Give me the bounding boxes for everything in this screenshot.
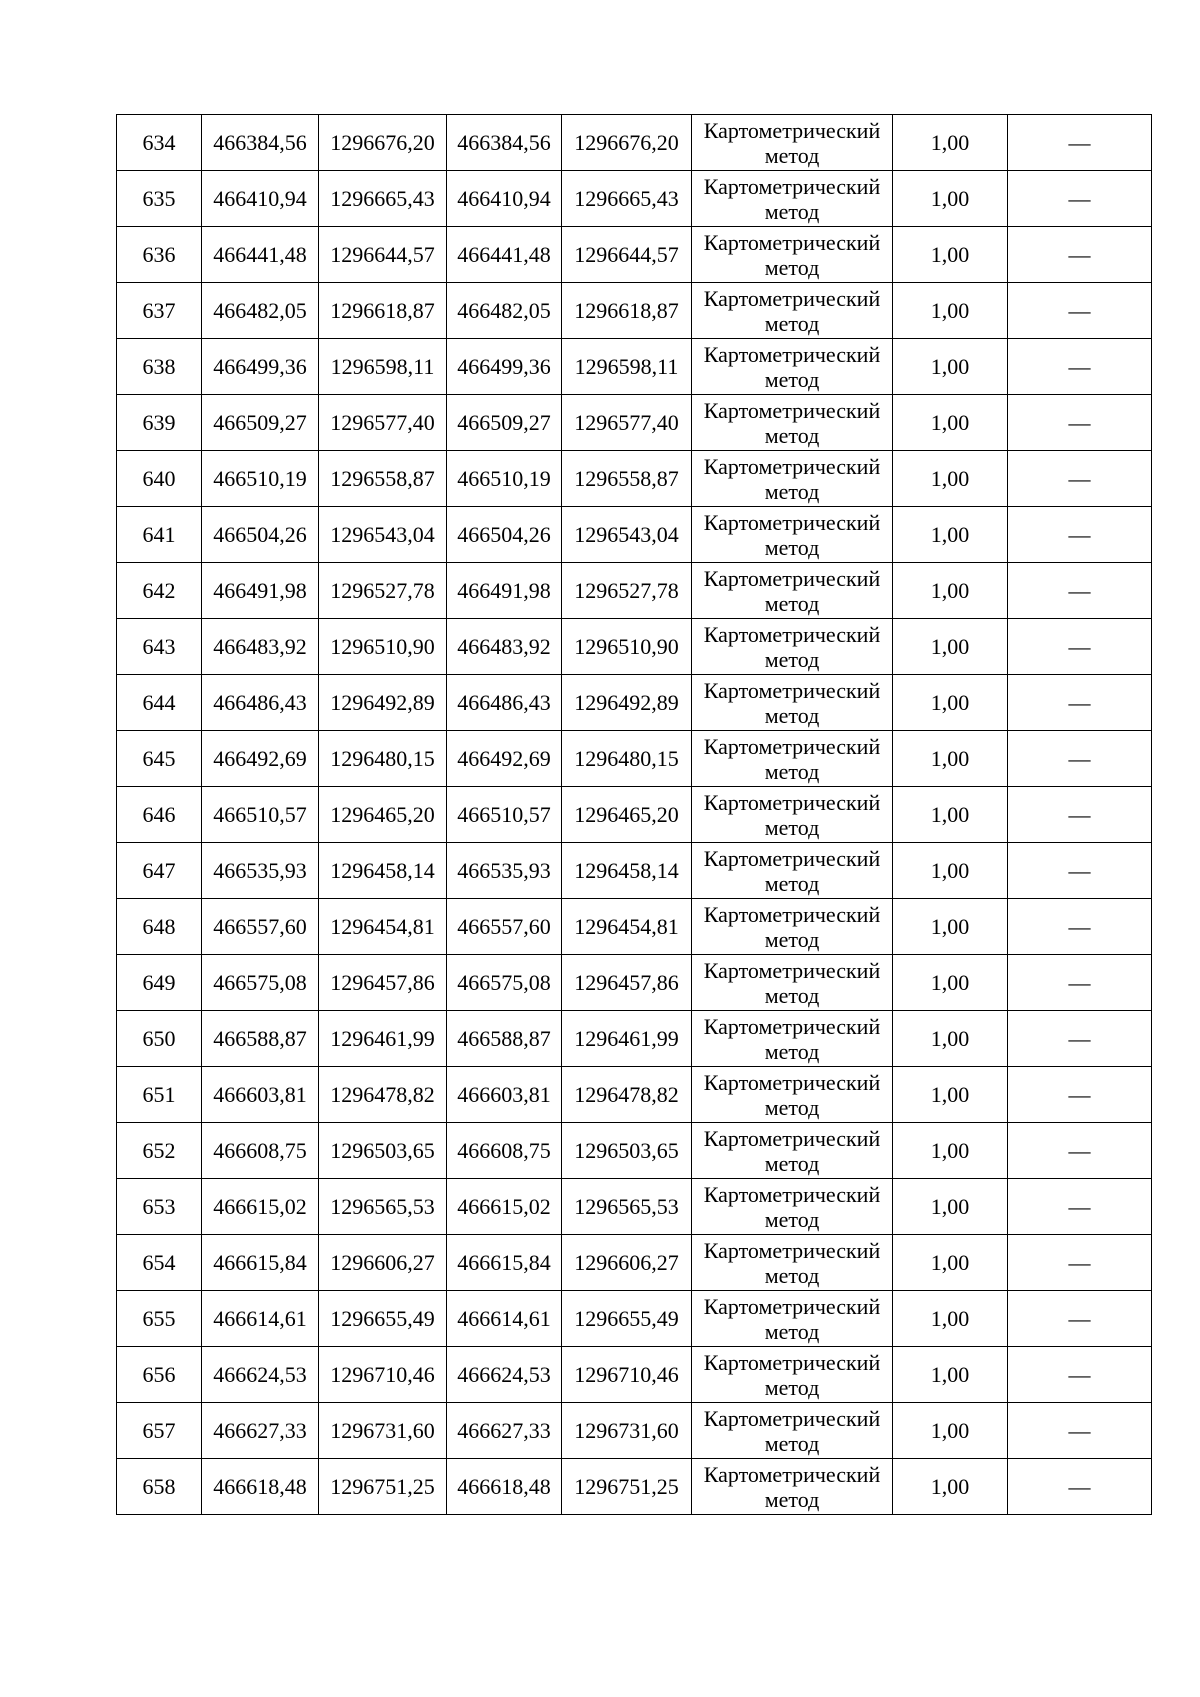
table-row — [117, 339, 1152, 395]
note-cell: — — [1008, 899, 1152, 955]
method-line-1: Картометрический — [703, 229, 881, 255]
new-x-cell: 466410,94 — [447, 171, 562, 227]
new-y-cell: 1296606,27 — [562, 1235, 692, 1291]
accuracy-cell: 1,00 — [893, 899, 1008, 955]
method-cell — [692, 1011, 893, 1067]
note-cell: — — [1008, 619, 1152, 675]
existing-y-cell: 1296655,49 — [319, 1291, 447, 1347]
method-line-2: метод — [764, 590, 820, 616]
method-cell — [692, 1235, 893, 1291]
existing-y-cell: 1296731,60 — [319, 1403, 447, 1459]
method-cell — [692, 171, 893, 227]
point-number-cell: 649 — [117, 955, 202, 1011]
accuracy-cell: 1,00 — [893, 1347, 1008, 1403]
point-number-cell: 643 — [117, 619, 202, 675]
method-line-1: Картометрический — [703, 397, 881, 423]
existing-x-cell: 466627,33 — [202, 1403, 319, 1459]
method-line-1: Картометрический — [703, 509, 881, 535]
new-x-cell: 466441,48 — [447, 227, 562, 283]
method-line-1: Картометрический — [703, 285, 881, 311]
accuracy-cell: 1,00 — [893, 339, 1008, 395]
note-cell: — — [1008, 227, 1152, 283]
table-row — [117, 843, 1152, 899]
table-row — [117, 227, 1152, 283]
existing-y-cell: 1296543,04 — [319, 507, 447, 563]
new-y-cell: 1296457,86 — [562, 955, 692, 1011]
method-cell — [692, 1403, 893, 1459]
point-number-cell: 653 — [117, 1179, 202, 1235]
note-cell: — — [1008, 1347, 1152, 1403]
table-row — [117, 395, 1152, 451]
existing-x-cell: 466510,19 — [202, 451, 319, 507]
accuracy-cell: 1,00 — [893, 563, 1008, 619]
point-number-cell: 657 — [117, 1403, 202, 1459]
method-cell — [692, 227, 893, 283]
accuracy-cell: 1,00 — [893, 507, 1008, 563]
method-line-2: метод — [764, 1206, 820, 1232]
table-row — [117, 1403, 1152, 1459]
table-row — [117, 1459, 1152, 1515]
existing-y-cell: 1296618,87 — [319, 283, 447, 339]
method-cell — [692, 451, 893, 507]
note-cell: — — [1008, 283, 1152, 339]
new-x-cell: 466509,27 — [447, 395, 562, 451]
point-number-cell: 640 — [117, 451, 202, 507]
method-cell — [692, 1179, 893, 1235]
note-cell: — — [1008, 171, 1152, 227]
method-line-2: метод — [764, 702, 820, 728]
new-x-cell: 466492,69 — [447, 731, 562, 787]
note-cell: — — [1008, 731, 1152, 787]
method-cell — [692, 899, 893, 955]
note-cell: — — [1008, 1291, 1152, 1347]
existing-x-cell: 466510,57 — [202, 787, 319, 843]
existing-y-cell: 1296465,20 — [319, 787, 447, 843]
existing-x-cell: 466618,48 — [202, 1459, 319, 1515]
point-number-cell: 652 — [117, 1123, 202, 1179]
table-row — [117, 283, 1152, 339]
new-x-cell: 466486,43 — [447, 675, 562, 731]
point-number-cell: 639 — [117, 395, 202, 451]
point-number-cell: 635 — [117, 171, 202, 227]
existing-x-cell: 466603,81 — [202, 1067, 319, 1123]
accuracy-cell: 1,00 — [893, 115, 1008, 171]
existing-y-cell: 1296558,87 — [319, 451, 447, 507]
method-cell — [692, 675, 893, 731]
existing-y-cell: 1296503,65 — [319, 1123, 447, 1179]
new-x-cell: 466499,36 — [447, 339, 562, 395]
accuracy-cell: 1,00 — [893, 283, 1008, 339]
new-x-cell: 466624,53 — [447, 1347, 562, 1403]
method-cell — [692, 283, 893, 339]
new-y-cell: 1296465,20 — [562, 787, 692, 843]
method-line-2: метод — [764, 366, 820, 392]
method-line-2: метод — [764, 422, 820, 448]
method-cell — [692, 563, 893, 619]
accuracy-cell: 1,00 — [893, 451, 1008, 507]
existing-y-cell: 1296565,53 — [319, 1179, 447, 1235]
existing-y-cell: 1296457,86 — [319, 955, 447, 1011]
method-line-1: Картометрический — [703, 453, 881, 479]
table-row — [117, 1235, 1152, 1291]
method-line-1: Картометрический — [703, 1013, 881, 1039]
table-row — [117, 1347, 1152, 1403]
new-y-cell: 1296618,87 — [562, 283, 692, 339]
existing-x-cell: 466608,75 — [202, 1123, 319, 1179]
new-x-cell: 466627,33 — [447, 1403, 562, 1459]
existing-y-cell: 1296644,57 — [319, 227, 447, 283]
method-line-2: метод — [764, 1430, 820, 1456]
table-body — [117, 115, 1152, 1515]
method-line-1: Картометрический — [703, 1349, 881, 1375]
accuracy-cell: 1,00 — [893, 1403, 1008, 1459]
new-y-cell: 1296454,81 — [562, 899, 692, 955]
accuracy-cell: 1,00 — [893, 171, 1008, 227]
method-line-1: Картометрический — [703, 901, 881, 927]
table-row — [117, 1011, 1152, 1067]
existing-y-cell: 1296710,46 — [319, 1347, 447, 1403]
method-line-2: метод — [764, 1486, 820, 1512]
new-x-cell: 466504,26 — [447, 507, 562, 563]
method-line-2: метод — [764, 982, 820, 1008]
method-line-1: Картометрический — [703, 621, 881, 647]
new-x-cell: 466614,61 — [447, 1291, 562, 1347]
existing-x-cell: 466483,92 — [202, 619, 319, 675]
method-line-1: Картометрический — [703, 1069, 881, 1095]
method-line-1: Картометрический — [703, 1181, 881, 1207]
note-cell: — — [1008, 787, 1152, 843]
existing-x-cell: 466588,87 — [202, 1011, 319, 1067]
table-row — [117, 787, 1152, 843]
method-line-2: метод — [764, 310, 820, 336]
existing-x-cell: 466615,02 — [202, 1179, 319, 1235]
point-number-cell: 646 — [117, 787, 202, 843]
new-x-cell: 466510,19 — [447, 451, 562, 507]
point-number-cell: 641 — [117, 507, 202, 563]
existing-y-cell: 1296454,81 — [319, 899, 447, 955]
new-y-cell: 1296598,11 — [562, 339, 692, 395]
note-cell: — — [1008, 675, 1152, 731]
existing-y-cell: 1296480,15 — [319, 731, 447, 787]
method-line-1: Картометрический — [703, 677, 881, 703]
method-cell — [692, 619, 893, 675]
method-line-1: Картометрический — [703, 173, 881, 199]
method-cell — [692, 1123, 893, 1179]
method-line-1: Картометрический — [703, 1293, 881, 1319]
accuracy-cell: 1,00 — [893, 1235, 1008, 1291]
method-line-2: метод — [764, 814, 820, 840]
table-row — [117, 451, 1152, 507]
accuracy-cell: 1,00 — [893, 395, 1008, 451]
coordinates-table — [116, 114, 1152, 1515]
accuracy-cell: 1,00 — [893, 1011, 1008, 1067]
existing-x-cell: 466384,56 — [202, 115, 319, 171]
table-row — [117, 675, 1152, 731]
existing-x-cell: 466486,43 — [202, 675, 319, 731]
new-y-cell: 1296644,57 — [562, 227, 692, 283]
accuracy-cell: 1,00 — [893, 787, 1008, 843]
note-cell: — — [1008, 451, 1152, 507]
existing-y-cell: 1296598,11 — [319, 339, 447, 395]
new-y-cell: 1296676,20 — [562, 115, 692, 171]
point-number-cell: 650 — [117, 1011, 202, 1067]
point-number-cell: 642 — [117, 563, 202, 619]
point-number-cell: 658 — [117, 1459, 202, 1515]
method-cell — [692, 339, 893, 395]
accuracy-cell: 1,00 — [893, 1067, 1008, 1123]
new-y-cell: 1296480,15 — [562, 731, 692, 787]
method-cell — [692, 731, 893, 787]
existing-x-cell: 466491,98 — [202, 563, 319, 619]
point-number-cell: 636 — [117, 227, 202, 283]
point-number-cell: 638 — [117, 339, 202, 395]
point-number-cell: 634 — [117, 115, 202, 171]
new-y-cell: 1296665,43 — [562, 171, 692, 227]
new-y-cell: 1296458,14 — [562, 843, 692, 899]
method-line-2: метод — [764, 1038, 820, 1064]
table-row — [117, 563, 1152, 619]
new-y-cell: 1296577,40 — [562, 395, 692, 451]
table-row — [117, 899, 1152, 955]
accuracy-cell: 1,00 — [893, 1179, 1008, 1235]
table-row — [117, 619, 1152, 675]
method-cell — [692, 843, 893, 899]
existing-y-cell: 1296577,40 — [319, 395, 447, 451]
existing-x-cell: 466624,53 — [202, 1347, 319, 1403]
new-x-cell: 466482,05 — [447, 283, 562, 339]
new-x-cell: 466603,81 — [447, 1067, 562, 1123]
table-row — [117, 1067, 1152, 1123]
new-y-cell: 1296527,78 — [562, 563, 692, 619]
new-x-cell: 466483,92 — [447, 619, 562, 675]
method-line-2: метод — [764, 646, 820, 672]
new-y-cell: 1296503,65 — [562, 1123, 692, 1179]
existing-x-cell: 466509,27 — [202, 395, 319, 451]
note-cell: — — [1008, 955, 1152, 1011]
note-cell: — — [1008, 1179, 1152, 1235]
note-cell: — — [1008, 1403, 1152, 1459]
new-x-cell: 466384,56 — [447, 115, 562, 171]
method-line-2: метод — [764, 926, 820, 952]
note-cell: — — [1008, 843, 1152, 899]
note-cell: — — [1008, 1067, 1152, 1123]
note-cell: — — [1008, 1459, 1152, 1515]
point-number-cell: 656 — [117, 1347, 202, 1403]
accuracy-cell: 1,00 — [893, 731, 1008, 787]
existing-x-cell: 466504,26 — [202, 507, 319, 563]
new-y-cell: 1296543,04 — [562, 507, 692, 563]
existing-y-cell: 1296751,25 — [319, 1459, 447, 1515]
method-line-1: Картометрический — [703, 957, 881, 983]
method-line-2: метод — [764, 1094, 820, 1120]
new-y-cell: 1296461,99 — [562, 1011, 692, 1067]
method-cell — [692, 787, 893, 843]
accuracy-cell: 1,00 — [893, 1291, 1008, 1347]
existing-y-cell: 1296665,43 — [319, 171, 447, 227]
table-row — [117, 1123, 1152, 1179]
new-y-cell: 1296478,82 — [562, 1067, 692, 1123]
point-number-cell: 654 — [117, 1235, 202, 1291]
note-cell: — — [1008, 1123, 1152, 1179]
new-y-cell: 1296731,60 — [562, 1403, 692, 1459]
point-number-cell: 655 — [117, 1291, 202, 1347]
point-number-cell: 648 — [117, 899, 202, 955]
new-y-cell: 1296510,90 — [562, 619, 692, 675]
table-row — [117, 115, 1152, 171]
existing-y-cell: 1296510,90 — [319, 619, 447, 675]
existing-x-cell: 466615,84 — [202, 1235, 319, 1291]
existing-x-cell: 466575,08 — [202, 955, 319, 1011]
existing-y-cell: 1296492,89 — [319, 675, 447, 731]
method-line-2: метод — [764, 758, 820, 784]
new-x-cell: 466615,02 — [447, 1179, 562, 1235]
new-x-cell: 466608,75 — [447, 1123, 562, 1179]
accuracy-cell: 1,00 — [893, 1123, 1008, 1179]
method-line-1: Картометрический — [703, 1405, 881, 1431]
method-cell — [692, 1459, 893, 1515]
new-y-cell: 1296655,49 — [562, 1291, 692, 1347]
method-line-1: Картометрический — [703, 341, 881, 367]
table-row — [117, 1291, 1152, 1347]
note-cell: — — [1008, 1011, 1152, 1067]
table-row — [117, 1179, 1152, 1235]
point-number-cell: 647 — [117, 843, 202, 899]
point-number-cell: 637 — [117, 283, 202, 339]
note-cell: — — [1008, 1235, 1152, 1291]
accuracy-cell: 1,00 — [893, 843, 1008, 899]
method-line-1: Картометрический — [703, 1461, 881, 1487]
existing-x-cell: 466499,36 — [202, 339, 319, 395]
method-line-2: метод — [764, 142, 820, 168]
new-x-cell: 466491,98 — [447, 563, 562, 619]
new-x-cell: 466535,93 — [447, 843, 562, 899]
method-line-2: метод — [764, 1150, 820, 1176]
point-number-cell: 651 — [117, 1067, 202, 1123]
method-line-2: метод — [764, 534, 820, 560]
note-cell: — — [1008, 115, 1152, 171]
new-x-cell: 466615,84 — [447, 1235, 562, 1291]
existing-y-cell: 1296676,20 — [319, 115, 447, 171]
point-number-cell: 644 — [117, 675, 202, 731]
accuracy-cell: 1,00 — [893, 619, 1008, 675]
accuracy-cell: 1,00 — [893, 675, 1008, 731]
existing-y-cell: 1296527,78 — [319, 563, 447, 619]
table-row — [117, 171, 1152, 227]
accuracy-cell: 1,00 — [893, 1459, 1008, 1515]
method-line-2: метод — [764, 254, 820, 280]
method-cell — [692, 1067, 893, 1123]
existing-x-cell: 466492,69 — [202, 731, 319, 787]
note-cell: — — [1008, 507, 1152, 563]
method-cell — [692, 115, 893, 171]
new-y-cell: 1296558,87 — [562, 451, 692, 507]
method-cell — [692, 507, 893, 563]
existing-x-cell: 466441,48 — [202, 227, 319, 283]
table-row — [117, 731, 1152, 787]
note-cell: — — [1008, 339, 1152, 395]
existing-y-cell: 1296461,99 — [319, 1011, 447, 1067]
method-line-2: метод — [764, 1318, 820, 1344]
existing-x-cell: 466482,05 — [202, 283, 319, 339]
note-cell: — — [1008, 563, 1152, 619]
method-line-2: метод — [764, 1374, 820, 1400]
method-cell — [692, 1291, 893, 1347]
method-line-2: метод — [764, 1262, 820, 1288]
method-line-1: Картометрический — [703, 1237, 881, 1263]
accuracy-cell: 1,00 — [893, 227, 1008, 283]
method-line-1: Картометрический — [703, 565, 881, 591]
method-line-2: метод — [764, 198, 820, 224]
accuracy-cell: 1,00 — [893, 955, 1008, 1011]
method-cell — [692, 1347, 893, 1403]
existing-y-cell: 1296458,14 — [319, 843, 447, 899]
new-x-cell: 466510,57 — [447, 787, 562, 843]
point-number-cell: 645 — [117, 731, 202, 787]
method-line-1: Картометрический — [703, 845, 881, 871]
new-y-cell: 1296751,25 — [562, 1459, 692, 1515]
method-line-1: Картометрический — [703, 1125, 881, 1151]
existing-x-cell: 466557,60 — [202, 899, 319, 955]
existing-y-cell: 1296606,27 — [319, 1235, 447, 1291]
method-line-1: Картометрический — [703, 733, 881, 759]
new-y-cell: 1296492,89 — [562, 675, 692, 731]
new-y-cell: 1296565,53 — [562, 1179, 692, 1235]
existing-y-cell: 1296478,82 — [319, 1067, 447, 1123]
method-line-2: метод — [764, 870, 820, 896]
method-line-1: Картометрический — [703, 117, 881, 143]
existing-x-cell: 466535,93 — [202, 843, 319, 899]
existing-x-cell: 466410,94 — [202, 171, 319, 227]
new-x-cell: 466618,48 — [447, 1459, 562, 1515]
new-x-cell: 466588,87 — [447, 1011, 562, 1067]
new-x-cell: 466575,08 — [447, 955, 562, 1011]
new-y-cell: 1296710,46 — [562, 1347, 692, 1403]
note-cell: — — [1008, 395, 1152, 451]
table-row — [117, 507, 1152, 563]
method-cell — [692, 395, 893, 451]
new-x-cell: 466557,60 — [447, 899, 562, 955]
method-line-1: Картометрический — [703, 789, 881, 815]
existing-x-cell: 466614,61 — [202, 1291, 319, 1347]
method-line-2: метод — [764, 478, 820, 504]
table-row — [117, 955, 1152, 1011]
method-cell — [692, 955, 893, 1011]
